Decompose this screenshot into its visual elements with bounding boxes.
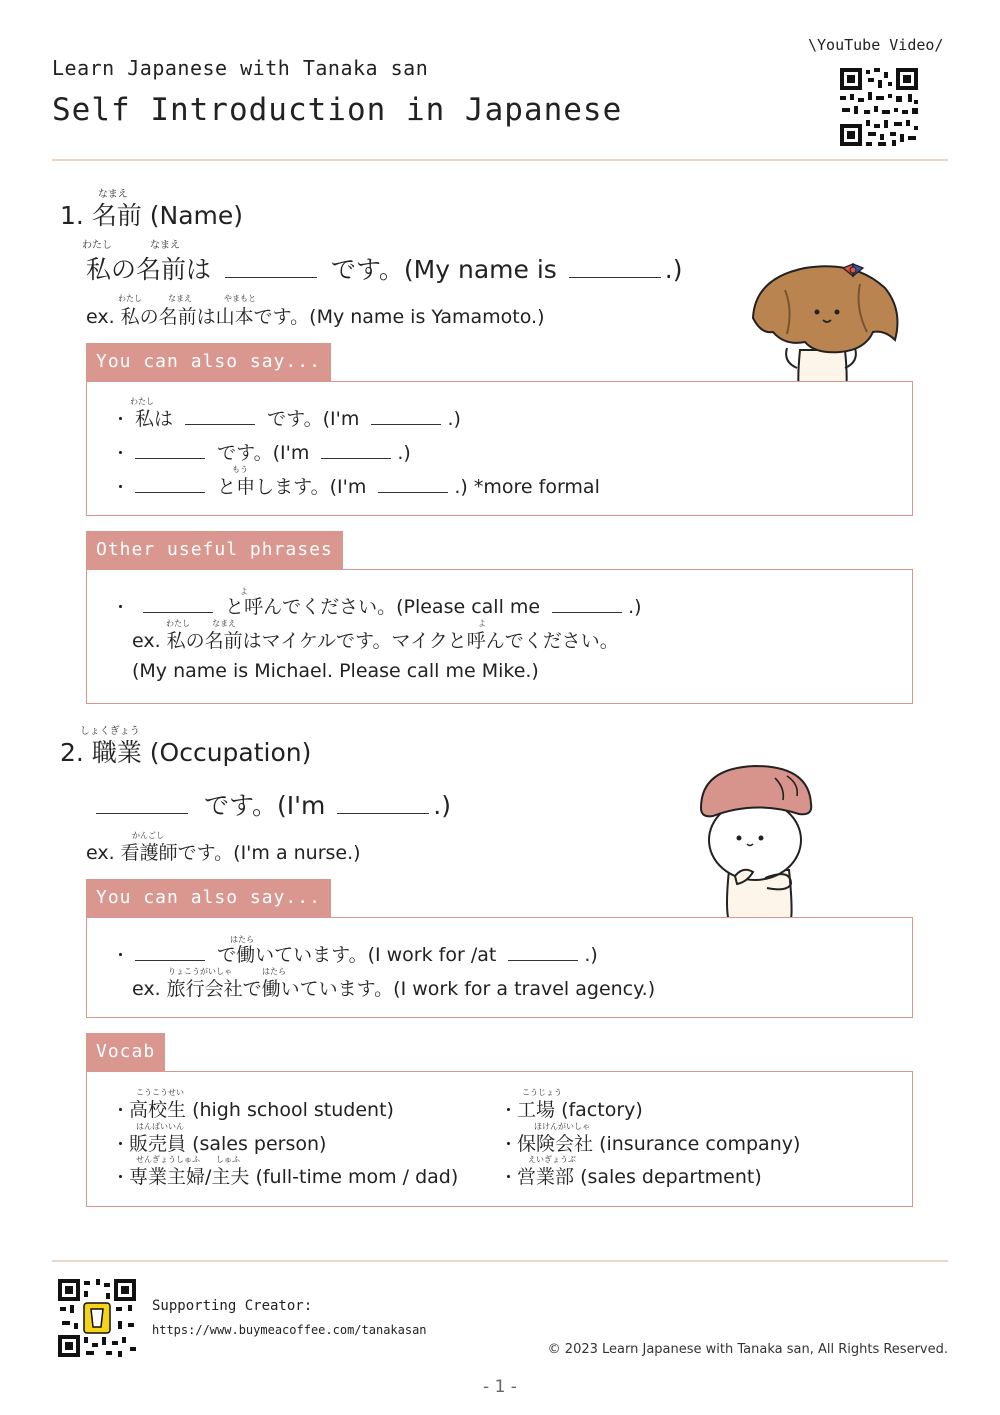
also-say-tab-2: You can also say... — [86, 879, 331, 917]
occupation-example: ex. 看護師です。(I'm a nurse.) — [86, 842, 361, 864]
name-example: ex. 私の名前は山本です。(My name is Yamamoto.) — [86, 306, 545, 328]
page-title: Self Introduction in Japanese — [52, 92, 623, 128]
list-item: ・ 私は です。(I'm .) — [112, 408, 461, 430]
other-phrases-tab: Other useful phrases — [86, 531, 343, 569]
list-item: ・ と呼んでください。(Please call me .) — [112, 596, 642, 618]
page-number: - 1 - — [483, 1377, 517, 1397]
youtube-label: \YouTube Video/ — [808, 36, 944, 54]
also-say-tab: You can also say... — [86, 343, 331, 381]
other-example-en: (My name is Michael. Please call me Mike.) — [132, 660, 539, 682]
footer-divider — [52, 1260, 948, 1262]
occupation-also-example: ex. 旅行会社で働いています。(I work for a travel agency.) — [132, 978, 656, 1000]
support-url[interactable]: https://www.buymeacoffee.com/tanakasan — [152, 1323, 427, 1337]
vocab-item: ・販売員 (sales person) — [112, 1133, 327, 1155]
pretitle: Learn Japanese with Tanaka san — [52, 56, 429, 80]
mushroom-character-icon — [695, 760, 825, 932]
vocab-item: ・営業部 (sales department) — [500, 1166, 762, 1188]
copyright: © 2023 Learn Japanese with Tanaka san, All Rights Reserved. — [547, 1342, 948, 1357]
section2-heading: 2. しょくぎょう 職業 (Occupation) — [60, 726, 312, 767]
list-item: ・ です。(I'm .) — [112, 442, 411, 464]
blank — [569, 277, 661, 278]
vocab-tab: Vocab — [86, 1033, 165, 1071]
vocab-item: ・工場 (factory) — [500, 1099, 643, 1121]
vocab-item: ・専業主婦/主夫 (full-time mom / dad) — [112, 1166, 459, 1188]
other-example: ex. 私の名前はマイケルです。マイクと呼んでください。 — [132, 630, 619, 652]
occupation-pattern: です。(I'm .) — [96, 786, 451, 822]
section1-heading: 1. なまえ 名前 (Name) — [60, 189, 244, 230]
youtube-qr-code-icon[interactable] — [838, 66, 920, 148]
support-label: Supporting Creator: — [152, 1298, 313, 1314]
vocab-item: ・高校生 (high school student) — [112, 1099, 394, 1121]
list-item: ・ と申します。(I'm .) *more formal — [112, 476, 600, 498]
coffee-qr-code-icon[interactable] — [56, 1277, 138, 1359]
blank — [225, 277, 317, 278]
list-item: ・ で働いています。(I work for /at .) — [112, 944, 598, 966]
vocab-item: ・保険会社 (insurance company) — [500, 1133, 801, 1155]
name-pattern: 私の名前は です。(My name is .) — [86, 255, 683, 284]
header-divider — [52, 159, 948, 161]
